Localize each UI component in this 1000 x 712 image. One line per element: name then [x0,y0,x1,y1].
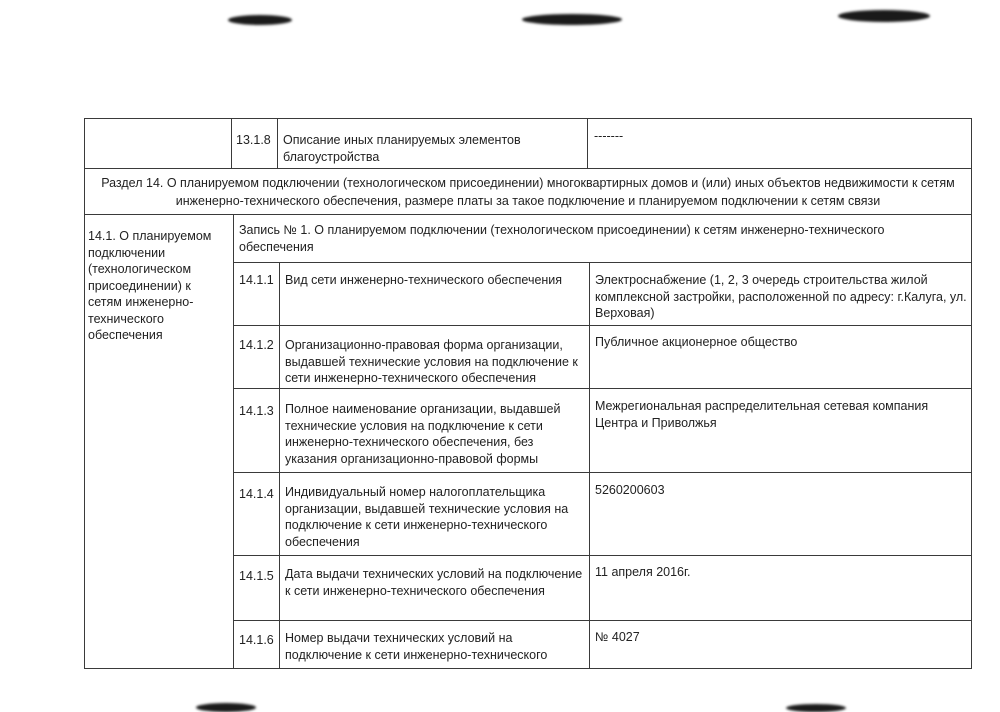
row-14-1-1-number: 14.1.1 [239,273,274,287]
row-14-1-3-value: Межрегиональная распределительная сетевая компания Центра и Приволжья [595,399,929,430]
row-14-1-2-number: 14.1.2 [239,338,274,352]
row-13-1-8-number: 13.1.8 [236,133,271,147]
row-14-1-5-number: 14.1.5 [239,569,274,583]
record-1-title: Запись № 1. О планируемом подключении (технологическом присоединении) к сетям инженерно-технического обеспечения [239,223,885,254]
row-14-1-6-value: № 4027 [595,630,640,644]
row-14-1-3-label: Полное наименование организации, выдавшей технические условия на подключение к сети инженерно-технического обеспечения, без указания организационно-правовой формы [285,402,561,466]
scan-smudge-5 [786,704,846,712]
row-14-1-4-label: Индивидуальный номер налогоплательщика организации, выдавшей технические условия на подключение к сети инженерно-технического обеспечения [285,485,569,549]
scan-smudge-3 [838,10,930,22]
scan-smudge-2 [522,14,622,25]
row-14-1-6-number: 14.1.6 [239,633,274,647]
section-14-header: Раздел 14. О планируемом подключении (технологическом присоединении) многоквартирных домов и (или) иных объектов недвижимости к сетям инженерно-технического обеспечения, размере платы за такое подключение и планируемом подключении к сетям связи [101,176,955,208]
row-14-1-5-value: 11 апреля 2016г. [595,565,691,579]
subsection-14-1-title: 14.1. О планируемом подключении (технологическом присоединении) к сетям инженерно-технического обеспечения [88,229,212,342]
row-14-1-4-value: 5260200603 [595,483,665,497]
row-14-1-1-label: Вид сети инженерно-технического обеспечения [285,273,563,287]
scan-smudge-4 [196,703,256,712]
row-13-1-8-label: Описание иных планируемых элементов благоустройства [283,133,521,164]
row-14-1-4-number: 14.1.4 [239,487,274,501]
row-14-1-2-label: Организационно-правовая форма организации, выдавшей технические условия на подключение к сети инженерно-технического обеспечения [285,338,578,385]
row-14-1-5-label: Дата выдачи технических условий на подключение к сети инженерно-технического обеспечения [285,567,583,598]
row-14-1-3-number: 14.1.3 [239,404,274,418]
row-14-1-1-value: Электроснабжение (1, 2, 3 очередь строительства жилой комплексной застройки, расположенной по адресу: г.Калуга, ул. Верховая) [595,273,967,320]
row-14-1-6-label: Номер выдачи технических условий на подключение к сети инженерно-технического [285,631,548,662]
row-14-1-2-value: Публичное акционерное общество [595,335,798,349]
scan-smudge-1 [228,15,292,25]
row-13-1-8-value: ------- [594,129,624,143]
